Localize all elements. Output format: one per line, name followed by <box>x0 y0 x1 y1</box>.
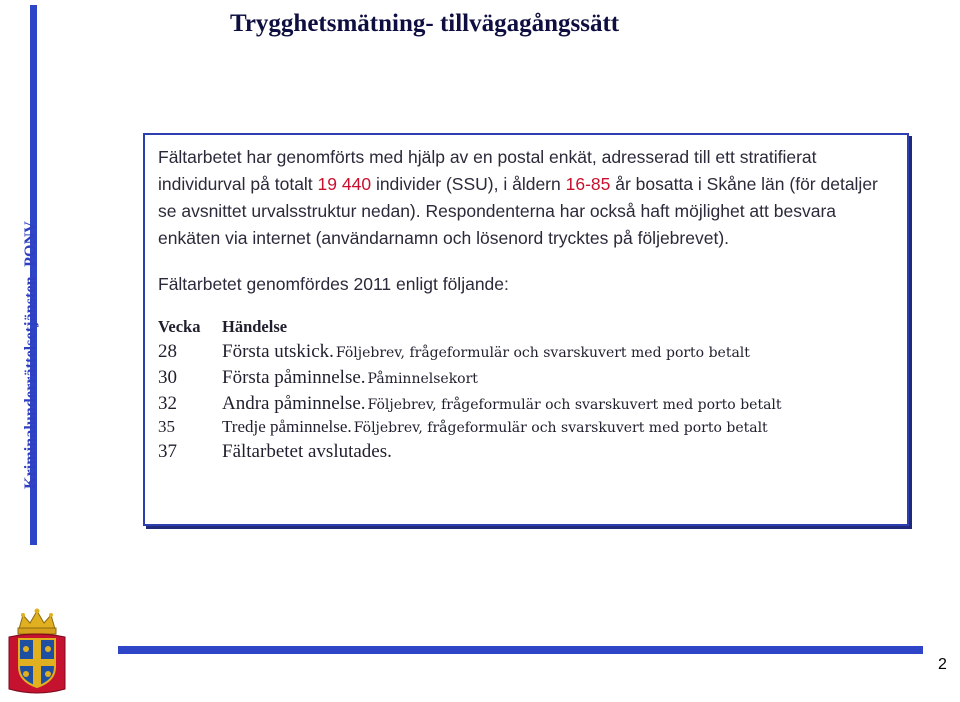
row-week: 35 <box>158 417 175 436</box>
header-event: Händelse <box>222 317 288 336</box>
table-row <box>158 417 895 437</box>
table-row <box>158 367 895 389</box>
row-event: Första påminnelse. <box>222 367 366 388</box>
row-detail: Följebrev, frågeformulär och svarskuvert med porto betalt <box>367 397 782 413</box>
swedish-police-crest-icon <box>5 607 69 697</box>
row-event: Första utskick. <box>222 341 334 362</box>
row-event: Fältarbetet avslutades. <box>222 441 392 462</box>
page-number: 2 <box>938 656 947 673</box>
row-detail: Påminnelsekort <box>367 371 478 387</box>
table-row <box>158 393 895 415</box>
schedule-table-header <box>158 317 895 337</box>
bottom-accent-bar <box>118 646 923 654</box>
schedule-heading: Fältarbetet genomfördes 2011 enligt följande: <box>158 274 509 294</box>
row-event: Andra påminnelse. <box>222 393 366 414</box>
row-week: 32 <box>158 393 177 414</box>
intro-text-2: individer (SSU), i åldern <box>371 174 566 194</box>
row-detail: Följebrev, frågeformulär och svarskuvert med porto betalt <box>335 345 750 361</box>
content-box <box>143 133 909 526</box>
page-title: Trygghetsmätning- tillvägagångssätt <box>230 10 620 37</box>
row-detail: Följebrev, frågeformulär och svarskuvert med porto betalt <box>353 420 768 436</box>
intro-paragraph <box>158 144 895 252</box>
intro-text-3: år bosatta i Skåne län (för detaljer se avsnittet urvalsstruktur nedan). Respondenterna har också haft möjlighet att besvara enkäten via internet (användarnamn och lösenord trycktes på följebrevet). <box>158 174 878 248</box>
sample-size: 19 440 <box>317 174 372 194</box>
row-event: Tredje påminnelse. <box>222 417 352 436</box>
age-range: 16-85 <box>565 174 611 194</box>
sidebar-label: Kriminalunderrättelsetjänsten- PONV <box>22 221 39 489</box>
row-week: 30 <box>158 367 177 388</box>
intro-text-1: Fältarbetet har genomförts med hjälp av en postal enkät, adresserad till ett stratifierat individurval på totalt <box>158 147 817 194</box>
header-week: Vecka <box>158 317 201 336</box>
table-row <box>158 441 895 463</box>
row-week: 37 <box>158 441 177 462</box>
table-row <box>158 341 895 363</box>
row-week: 28 <box>158 341 177 362</box>
